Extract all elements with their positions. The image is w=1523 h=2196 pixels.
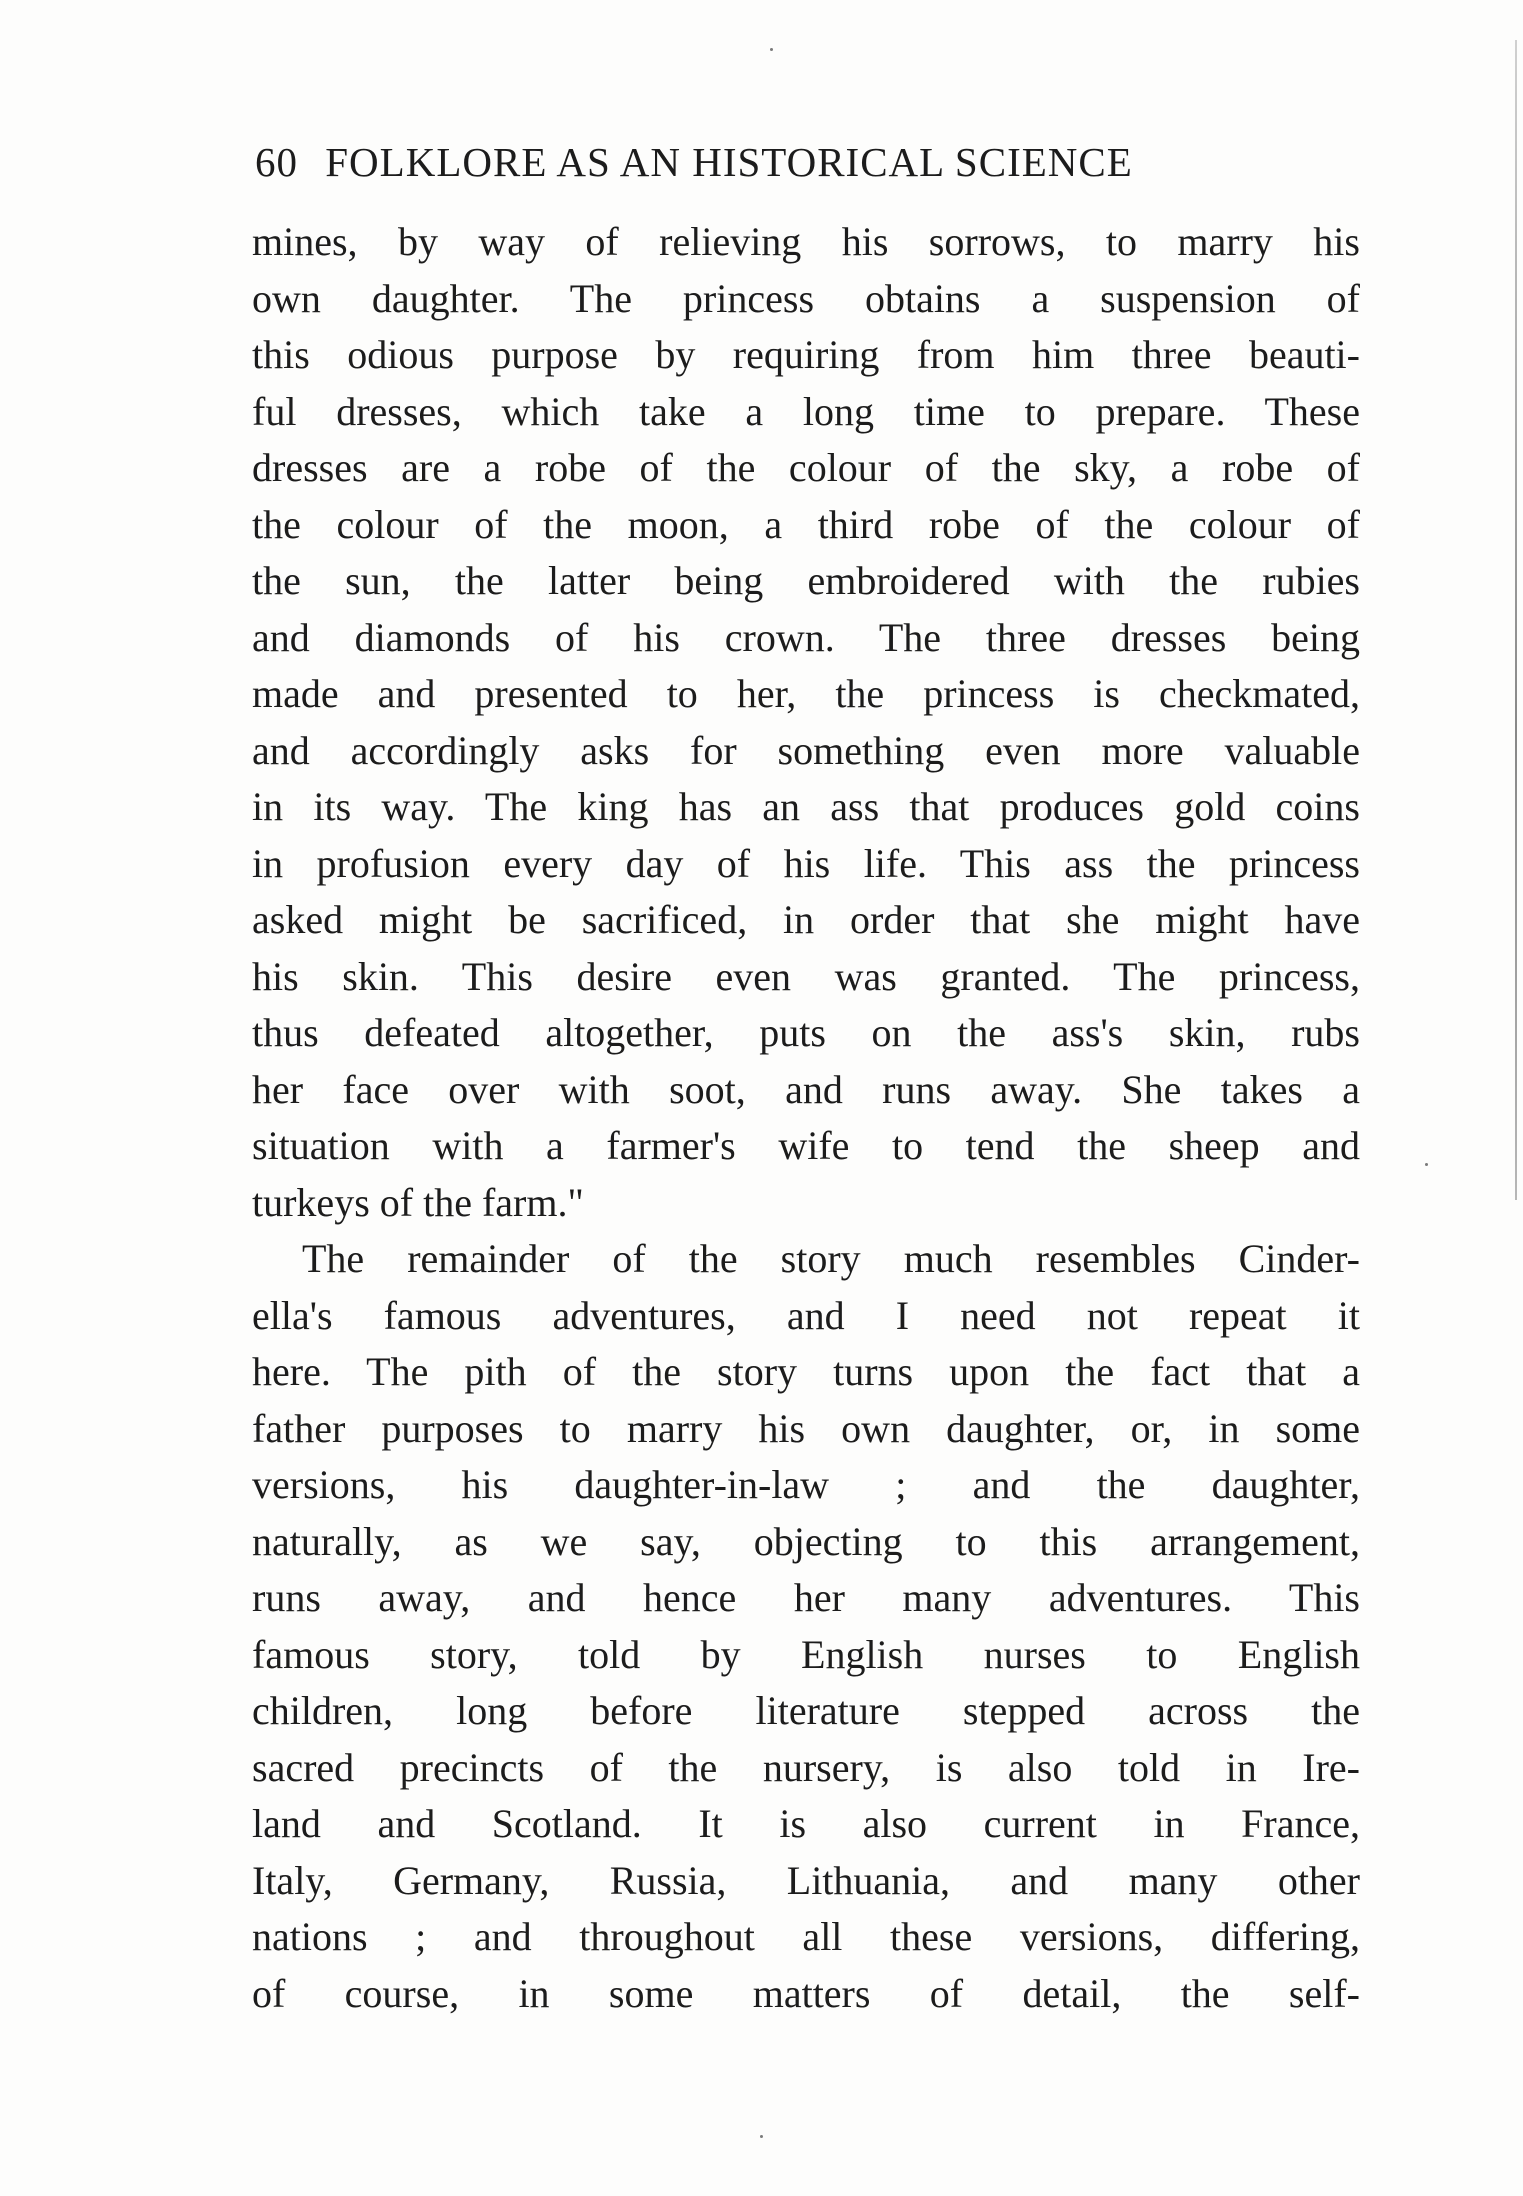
text-line: asked might be sacrificed, in order that she might have	[252, 897, 1360, 942]
paragraph-end-line: turkeys of the farm."	[252, 1179, 584, 1225]
page-edge-shadow	[1515, 40, 1517, 1200]
text-line: made and presented to her, the princess is checkmated,	[252, 671, 1360, 716]
text-line: here. The pith of the story turns upon the fact that a	[252, 1349, 1360, 1394]
text-line: children, long before literature stepped across the	[252, 1688, 1360, 1733]
running-title: FOLKLORE AS AN HISTORICAL SCIENCE	[325, 139, 1133, 185]
text-line: of course, in some matters of detail, the self-	[252, 1970, 1360, 2016]
text-line: runs away, and hence her many adventures. This	[252, 1575, 1360, 1620]
text-line: nations ; and throughout all these versions, differing,	[252, 1914, 1360, 1959]
text-line: situation with a farmer's wife to tend the sheep and	[252, 1123, 1360, 1168]
text-line: his skin. This desire even was granted. The princess,	[252, 953, 1360, 999]
text-line: thus defeated altogether, puts on the ass's skin, rubs	[252, 1010, 1360, 1055]
text-line: ella's famous adventures, and I need not repeat it	[252, 1292, 1360, 1338]
paragraph-start-line: The remainder of the story much resembles Cinder-	[302, 1236, 1360, 1281]
paper-speck	[1425, 1163, 1428, 1166]
text-line: and accordingly asks for something even more valuable	[252, 727, 1360, 773]
text-line: the colour of the moon, a third robe of the colour of	[252, 501, 1360, 547]
text-line: famous story, told by English nurses to English	[252, 1631, 1360, 1677]
text-line: versions, his daughter-in-law ; and the daughter,	[252, 1462, 1360, 1507]
text-line: in profusion every day of his life. This ass the princess	[252, 840, 1360, 886]
text-line: her face over with soot, and runs away. She takes a	[252, 1066, 1360, 1112]
text-line: this odious purpose by requiring from him three beauti-	[252, 332, 1360, 377]
text-line: father purposes to marry his own daughter, or, in some	[252, 1405, 1360, 1451]
text-line: land and Scotland. It is also current in France,	[252, 1801, 1360, 1846]
text-line: in its way. The king has an ass that produces gold coins	[252, 784, 1360, 829]
text-line: own daughter. The princess obtains a suspension of	[252, 275, 1360, 321]
text-line: and diamonds of his crown. The three dresses being	[252, 614, 1360, 660]
text-line: naturally, as we say, objecting to this arrangement,	[252, 1518, 1360, 1564]
running-header	[255, 138, 1355, 186]
text-line: ful dresses, which take a long time to prepare. These	[252, 388, 1360, 434]
text-line: mines, by way of relieving his sorrows, to marry his	[252, 219, 1360, 264]
text-line: dresses are a robe of the colour of the sky, a robe of	[252, 445, 1360, 490]
page-number: 60	[255, 139, 298, 185]
paper-speck	[760, 2135, 763, 2138]
text-line: the sun, the latter being embroidered with the rubies	[252, 558, 1360, 603]
text-line: sacred precincts of the nursery, is also told in Ire-	[252, 1744, 1360, 1790]
paper-speck	[770, 48, 773, 51]
text-line: Italy, Germany, Russia, Lithuania, and many other	[252, 1857, 1360, 1903]
body-text	[252, 214, 1360, 2022]
